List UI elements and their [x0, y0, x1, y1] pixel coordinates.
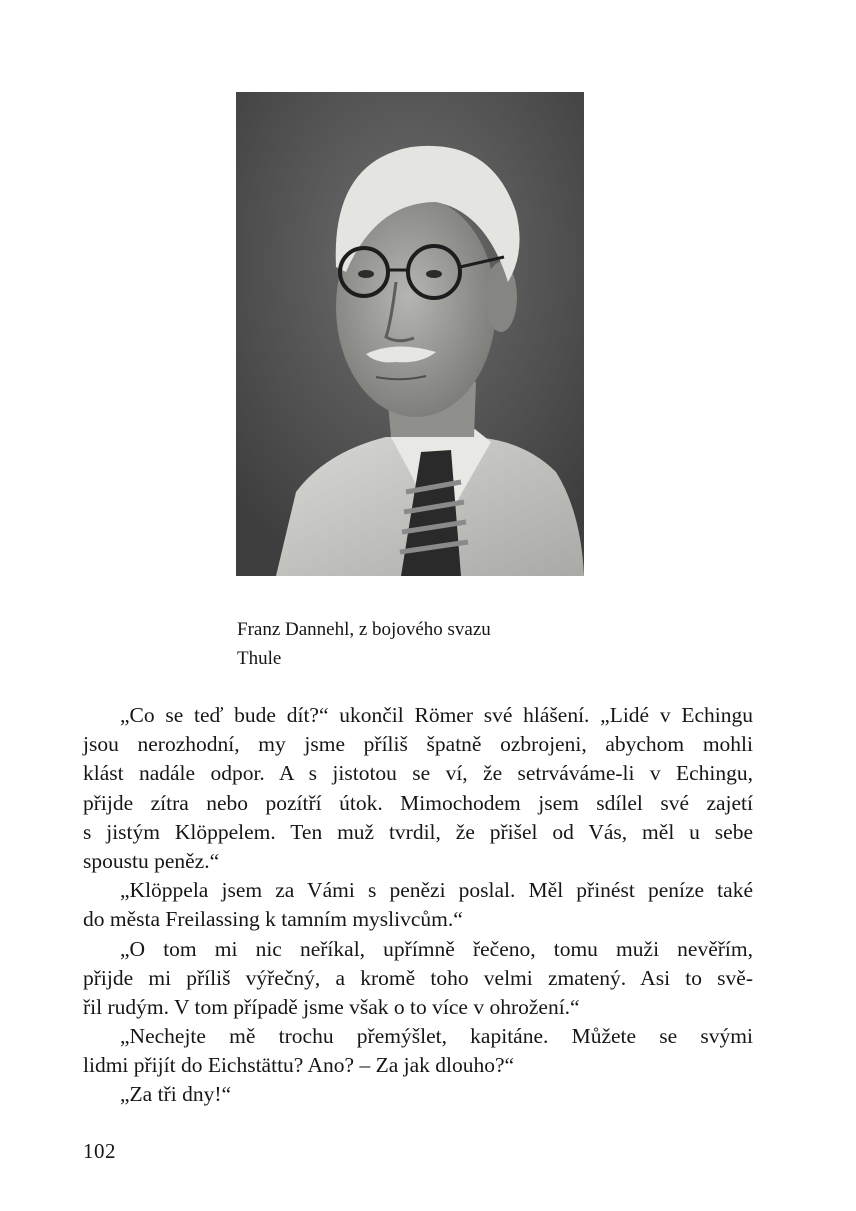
paragraph-1: [83, 701, 753, 876]
portrait-image: [236, 92, 584, 576]
text-line: spoustu peněz.“: [83, 848, 220, 873]
text-line: s jistým Klöppelem. Ten muž tvrdil, že přišel od Vás, měl u sebe: [83, 819, 753, 844]
photo-caption: [237, 615, 657, 673]
text-line: „Za tři dny!“: [120, 1082, 232, 1107]
caption-line-2: Thule: [237, 648, 282, 669]
text-line: do města Freilassing k tamním myslivcům.“: [83, 907, 463, 932]
text-line: přijde zítra nebo pozítří útok. Mimochodem jsem sdílel své zajetí: [83, 790, 753, 815]
paragraph-4: [83, 1022, 753, 1080]
text-line: „Co se teď bude dít?“ ukončil Römer své hlášení. „Lidé v Echingu: [120, 703, 753, 727]
text-line: přijde mi příliš výřečný, a kromě toho velmi zmatený. Asi to svě-: [83, 965, 753, 990]
text-line: „Klöppela jsem za Vámi s penězi poslal. Měl přinést peníze také: [120, 878, 753, 903]
body-text: [83, 701, 753, 1110]
page-number: 102: [83, 1139, 116, 1163]
paragraph-5: [83, 1080, 753, 1109]
text-line: klást nadále odpor. A s jistotou se ví, že setrváváme-li v Echingu,: [83, 761, 753, 786]
text-line: lidmi přijít do Eichstättu? Ano? – Za jak dlouho?“: [83, 1053, 515, 1078]
text-line: „O tom mi nic neříkal, upřímně řečeno, tomu muži nevěřím,: [120, 936, 753, 961]
paragraph-3: [83, 935, 753, 1023]
caption-line-1: Franz Dannehl, z bojového svazu: [237, 619, 491, 640]
text-line: jsou nerozhodní, my jsme příliš špatně ozbrojeni, abychom mohli: [83, 732, 753, 757]
text-line: „Nechejte mě trochu přemýšlet, kapitáne. Můžete se svými: [120, 1024, 753, 1049]
paragraph-2: [83, 876, 753, 934]
text-line: řil rudým. V tom případě jsme však o to více v ohrožení.“: [83, 994, 580, 1019]
portrait-photo: [236, 92, 584, 576]
